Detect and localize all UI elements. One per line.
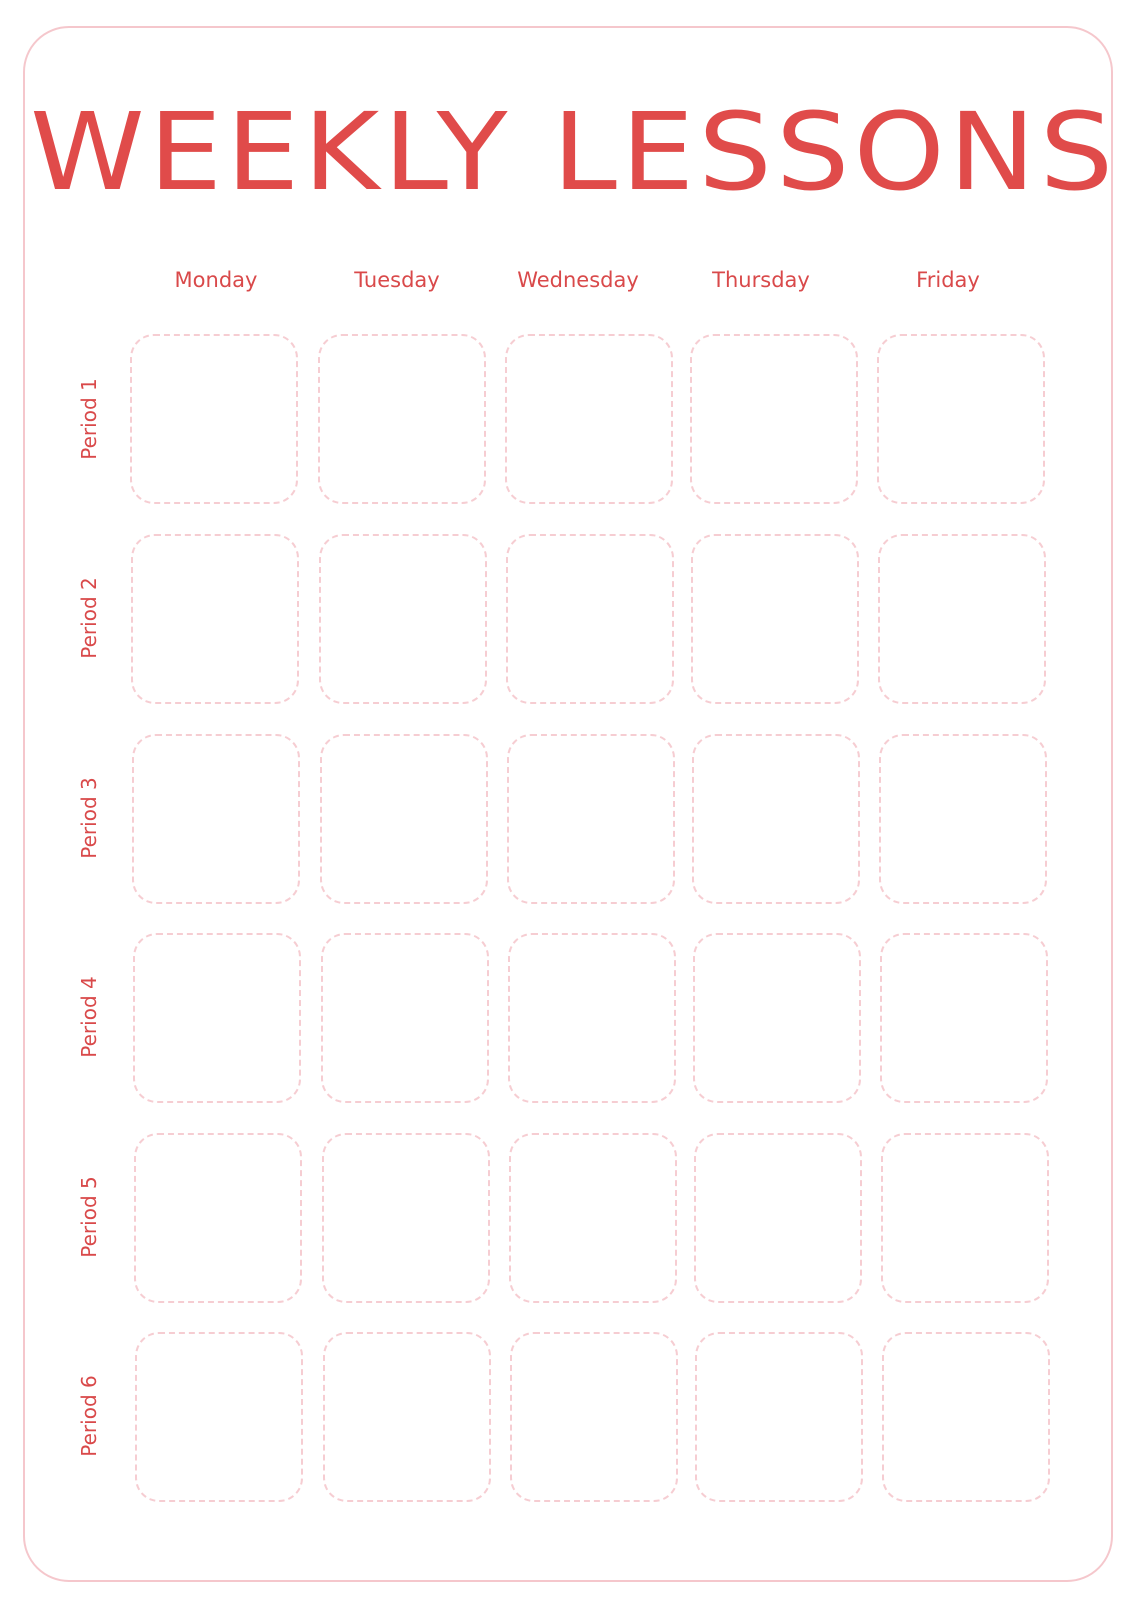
lesson-cell-friday-period-6[interactable] — [882, 1332, 1050, 1502]
lesson-cell-tuesday-period-4[interactable] — [321, 933, 489, 1103]
lesson-cell-tuesday-period-6[interactable] — [323, 1332, 491, 1502]
lesson-cell-thursday-period-6[interactable] — [695, 1332, 863, 1502]
lesson-cell-friday-period-4[interactable] — [880, 933, 1048, 1103]
lesson-cell-thursday-period-2[interactable] — [691, 534, 859, 704]
lesson-cell-monday-period-6[interactable] — [135, 1332, 303, 1502]
day-header-thursday: Thursday — [712, 268, 810, 292]
lesson-cell-wednesday-period-6[interactable] — [510, 1332, 678, 1502]
period-label-text: Period 2 — [77, 577, 101, 659]
lesson-cell-tuesday-period-1[interactable] — [318, 334, 486, 504]
lesson-cell-tuesday-period-5[interactable] — [322, 1133, 490, 1303]
period-label-text: Period 4 — [77, 976, 101, 1058]
period-label-text: Period 5 — [77, 1176, 101, 1258]
lesson-cell-wednesday-period-5[interactable] — [509, 1133, 677, 1303]
lesson-cell-friday-period-2[interactable] — [878, 534, 1046, 704]
lesson-cell-wednesday-period-2[interactable] — [506, 534, 674, 704]
lesson-cell-tuesday-period-3[interactable] — [320, 734, 488, 904]
lesson-cell-monday-period-4[interactable] — [133, 933, 301, 1103]
period-label-text: Period 1 — [77, 378, 101, 460]
lesson-cell-thursday-period-1[interactable] — [690, 334, 858, 504]
day-header-monday: Monday — [174, 268, 258, 292]
day-header-wednesday: Wednesday — [517, 268, 639, 292]
lesson-cell-monday-period-3[interactable] — [132, 734, 300, 904]
lesson-cell-wednesday-period-3[interactable] — [507, 734, 675, 904]
lesson-cell-wednesday-period-1[interactable] — [505, 334, 673, 504]
lesson-cell-thursday-period-4[interactable] — [693, 933, 861, 1103]
lesson-cell-monday-period-5[interactable] — [134, 1133, 302, 1303]
lesson-cell-tuesday-period-2[interactable] — [319, 534, 487, 704]
lesson-cell-wednesday-period-4[interactable] — [508, 933, 676, 1103]
page-title: WEEKLY LESSONS — [30, 90, 1118, 215]
lesson-cell-friday-period-5[interactable] — [881, 1133, 1049, 1303]
period-label-text: Period 6 — [77, 1375, 101, 1457]
lesson-cell-monday-period-2[interactable] — [131, 534, 299, 704]
day-header-tuesday: Tuesday — [354, 268, 440, 292]
lesson-cell-monday-period-1[interactable] — [130, 334, 298, 504]
lesson-cell-friday-period-3[interactable] — [879, 734, 1047, 904]
day-header-friday: Friday — [916, 268, 980, 292]
lesson-cell-friday-period-1[interactable] — [877, 334, 1045, 504]
lesson-cell-thursday-period-5[interactable] — [694, 1133, 862, 1303]
lesson-cell-thursday-period-3[interactable] — [692, 734, 860, 904]
period-label-text: Period 3 — [77, 777, 101, 859]
